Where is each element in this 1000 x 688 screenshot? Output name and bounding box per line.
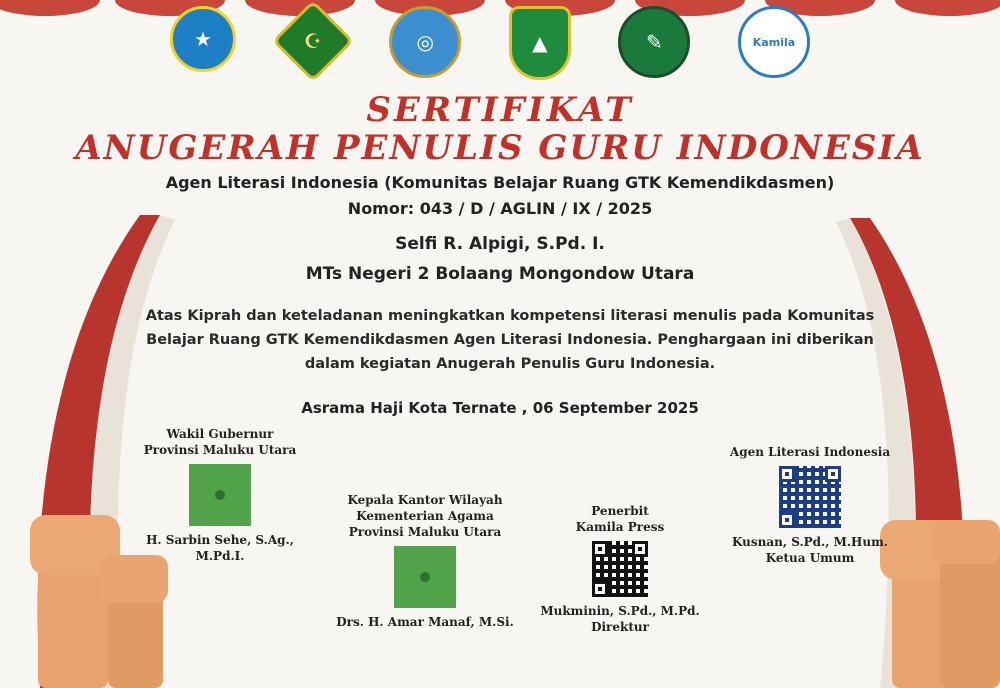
- signatory-title: Kementerian Agama: [356, 509, 494, 523]
- signatory-title: Kepala Kantor Wilayah: [347, 493, 503, 507]
- signatory-title: Agen Literasi Indonesia: [729, 445, 891, 459]
- signatory-kanwil: [330, 492, 520, 630]
- signatory-penerbit: [535, 503, 705, 635]
- recipient-school: MTs Negeri 2 Bolaang Mongondow Utara: [305, 264, 695, 284]
- tut-wuri-handayani-logo-icon: ★: [170, 6, 236, 72]
- logo-row: [170, 6, 810, 80]
- recipient-name: Selfi R. Alpigi, S.Pd. I.: [395, 234, 605, 254]
- signatory-name: Kusnan, S.Pd., M.Hum.: [732, 535, 888, 549]
- signatory-role: Direktur: [591, 620, 649, 634]
- signatory-title: Kamila Press: [575, 520, 665, 534]
- organization-line: Agen Literasi Indonesia (Komunitas Belajar Ruang GTK Kemendikdasmen): [165, 173, 835, 192]
- signatory-name: Mukminin, S.Pd., M.Pd.: [540, 604, 700, 618]
- agen-literasi-logo-icon: ◎: [389, 6, 461, 78]
- galatama-logo-icon: ✎: [618, 6, 690, 78]
- award-description: Atas Kiprah dan keteladanan meningkatkan kompetensi literasi menulis pada Komunitas Belajar Ruang GTK Kemendikdasmen Agen Literasi Indonesia. Penghargaan ini diberikan dalam kegiatan Anugerah Penulis Guru Indonesia.: [145, 308, 875, 372]
- qr-code-icon: [592, 541, 648, 597]
- signatory-role: Ketua Umum: [765, 551, 855, 565]
- signatory-title: Wakil Gubernur: [166, 427, 274, 441]
- signatory-title: Provinsi Maluku Utara: [348, 525, 502, 539]
- certificate-subtitle: ANUGERAH PENULIS GURU INDONESIA: [75, 128, 925, 168]
- signatory-title: Provinsi Maluku Utara: [143, 443, 297, 457]
- signature-stamp-icon: [189, 464, 251, 526]
- qr-code-icon: [779, 466, 841, 528]
- signatory-name: Drs. H. Amar Manaf, M.Si.: [336, 615, 514, 629]
- signatory-agen-literasi: [710, 444, 910, 566]
- certificate-title: SERTIFIKAT: [366, 90, 634, 130]
- kamila-logo-icon: Kamila: [738, 6, 810, 78]
- certificate-number: Nomor: 043 / D / AGLIN / IX / 2025: [347, 199, 653, 218]
- signatory-name: H. Sarbin Sehe, S.Ag., M.Pd.I.: [146, 533, 294, 563]
- maluku-utara-logo-icon: ▲: [509, 6, 571, 80]
- kemenag-logo-icon: ☪: [272, 0, 354, 82]
- signatory-wakil-gubernur: [120, 426, 320, 564]
- signatory-title: Penerbit: [591, 504, 649, 518]
- place-date: Asrama Haji Kota Ternate , 06 September 2025: [301, 399, 699, 417]
- signature-stamp-icon: [394, 546, 456, 608]
